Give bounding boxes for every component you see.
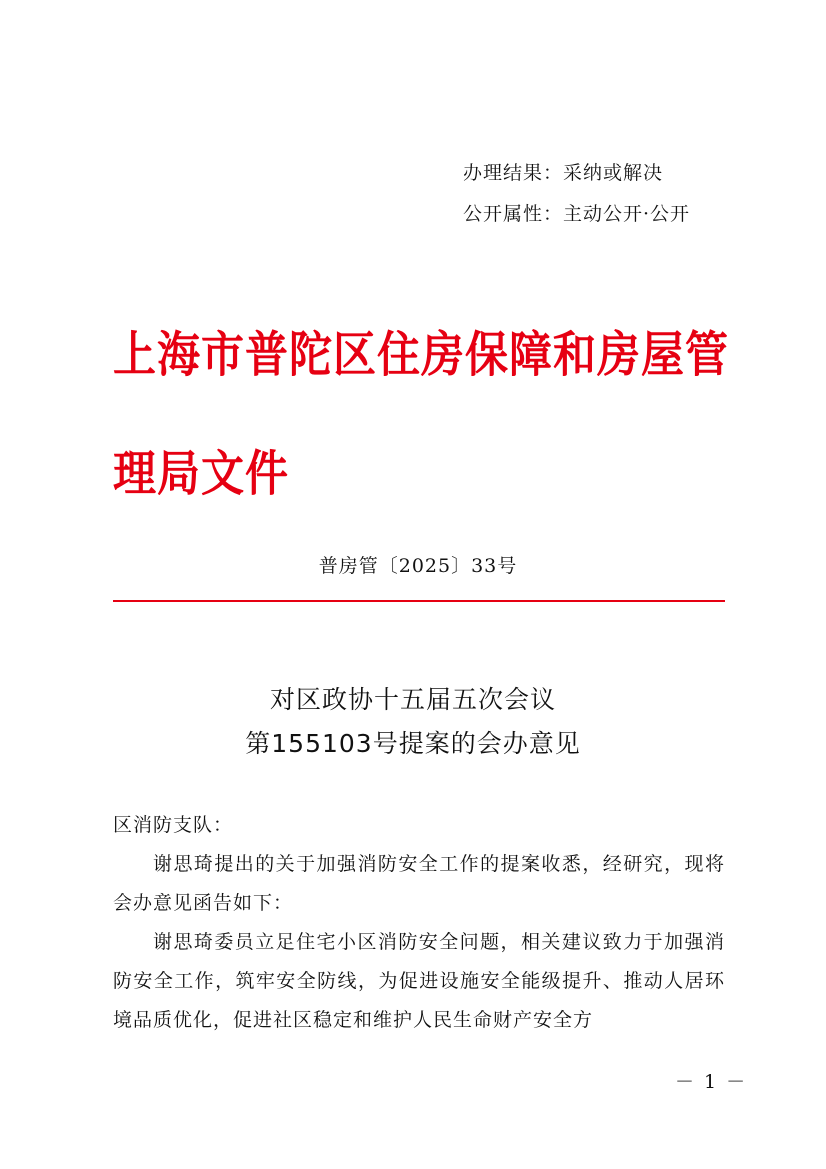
disclosure-attribute-text: 公开属性：主动公开·公开 <box>463 203 691 225</box>
document-title-line-1: 对区政协十五届五次会议 <box>269 685 556 714</box>
red-divider-line <box>113 600 725 602</box>
document-number: 普房管〔2025〕33号 <box>318 555 518 577</box>
body-paragraph: 谢思琦委员立足住宅小区消防安全问题，相关建议致力于加强消防安全工作，筑牢安全防线，为促进设施安全能级提升、推动人居环境品质优化，促进社区稳定和维护人民生命财产安全方 <box>113 931 725 1031</box>
page-number: － 1 － <box>675 1071 748 1093</box>
issuing-authority-header: 上海市普陀区住房保障和房屋管理局文件 <box>113 327 729 503</box>
handling-result-text: 办理结果：采纳或解决 <box>463 162 664 184</box>
addressee: 区消防支队： <box>113 814 234 836</box>
body-paragraph: 谢思琦提出的关于加强消防安全工作的提案收悉，经研究，现将会办意见函告如下： <box>113 853 725 914</box>
document-title-line-2: 第155103号提案的会办意见 <box>245 729 581 758</box>
